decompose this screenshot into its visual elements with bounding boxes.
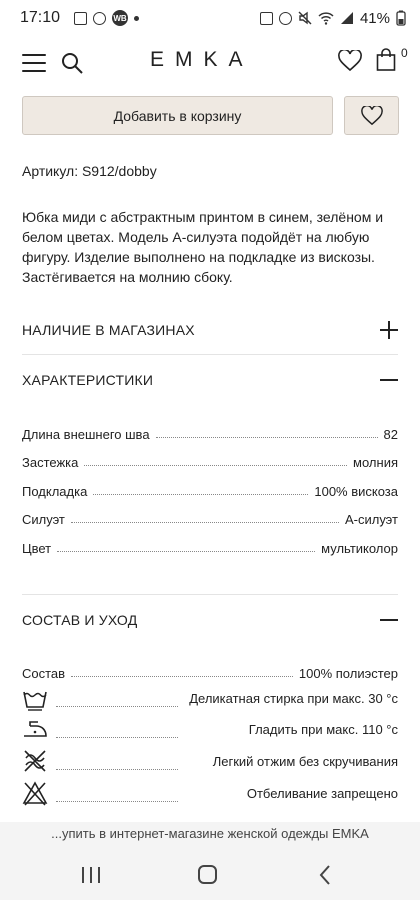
no-wring-icon	[22, 748, 48, 774]
cart-count: 0	[401, 46, 408, 60]
care-row	[22, 715, 398, 743]
more-notifications-icon	[134, 16, 139, 21]
care-row	[22, 684, 398, 712]
system-navbar	[0, 855, 420, 895]
wash-30-icon	[22, 685, 48, 711]
dot-leader	[56, 769, 178, 770]
battery-icon	[396, 10, 406, 26]
care-value: Деликатная стирка при макс. 30 °c	[189, 690, 398, 706]
collapse-icon	[380, 611, 398, 629]
heart-icon	[361, 106, 383, 126]
product-description: Юбка миди с абстрактным принтом в синем, зелёном и белом цветах. Модель А-силуэта подойдёт на любую фигуру. Изделие выполнено на подкладке из вискозы. Застёгивается на молнию сбоку.	[22, 209, 384, 285]
spec-value: 100% вискоза	[314, 484, 398, 499]
dot-leader	[57, 551, 315, 552]
spec-label: Застежка	[22, 455, 79, 470]
collapse-icon	[380, 371, 398, 389]
dot-leader	[84, 465, 347, 466]
wifi-icon	[318, 11, 334, 25]
dot-leader	[56, 737, 178, 738]
spec-row	[22, 450, 398, 470]
availability-accordion[interactable]	[22, 305, 398, 355]
care-value: Легкий отжим без скручивания	[212, 753, 398, 769]
search-icon[interactable]	[60, 51, 84, 75]
spec-row	[22, 536, 398, 556]
alarm-notification-icon	[93, 12, 106, 25]
status-time: 17:10	[20, 9, 61, 26]
product-actions	[22, 96, 399, 135]
product-sku: Артикул: S912/dobby	[22, 163, 157, 179]
dot-leader	[93, 494, 308, 495]
add-to-wishlist-button[interactable]	[344, 96, 399, 135]
spec-label: Подкладка	[22, 484, 88, 499]
home-icon[interactable]	[198, 865, 217, 884]
spec-value: 100% полиэстер	[298, 666, 398, 681]
status-bar	[0, 0, 420, 36]
dot-leader	[71, 522, 339, 523]
spec-value: А-силуэт	[344, 512, 398, 527]
page-title-bar[interactable]: ...упить в интернет-магазине женской одежды EMKA	[51, 826, 369, 841]
alarm-icon	[279, 12, 292, 25]
wishlist-icon[interactable]	[338, 50, 362, 72]
spec-label: Силуэт	[22, 512, 65, 527]
spec-value: мультиколор	[321, 541, 398, 556]
no-bleach-icon	[22, 780, 48, 806]
composition-row	[22, 661, 398, 681]
characteristics-title: ХАРАКТЕРИСТИКИ	[22, 372, 154, 388]
dot-leader	[156, 437, 378, 438]
expand-icon	[380, 321, 398, 339]
lock-icon	[260, 12, 273, 25]
care-row	[22, 747, 398, 775]
spec-row	[22, 507, 398, 527]
care-value: Отбеливание запрещено	[246, 785, 398, 801]
dot-leader	[71, 676, 293, 677]
spec-label: Цвет	[22, 541, 52, 556]
site-header	[0, 36, 420, 90]
gallery-notification-icon	[74, 12, 87, 25]
iron-icon	[22, 716, 48, 742]
spec-row	[22, 479, 398, 499]
add-to-cart-button[interactable]: Добавить в корзину	[22, 96, 333, 135]
spec-value: молния	[353, 455, 398, 470]
brand-logo[interactable]: EMKA	[150, 48, 254, 71]
care-row	[22, 779, 398, 807]
dot-leader	[56, 706, 178, 707]
care-value: Гладить при макс. 110 °c	[248, 721, 398, 737]
cart-icon[interactable]	[376, 48, 396, 72]
characteristics-accordion[interactable]	[22, 355, 398, 405]
battery-level: 41%	[359, 9, 390, 27]
signal-icon	[340, 11, 354, 25]
dot-leader	[56, 801, 178, 802]
spec-row	[22, 422, 398, 442]
composition-title: СОСТАВ И УХОД	[22, 612, 138, 628]
spec-label: Состав	[22, 666, 66, 681]
wb-app-icon: WB	[112, 10, 128, 26]
availability-title: НАЛИЧИЕ В МАГАЗИНАХ	[22, 322, 195, 338]
spec-value: 82	[383, 427, 398, 442]
back-icon[interactable]	[318, 864, 332, 886]
recent-apps-icon[interactable]	[82, 867, 100, 883]
mute-icon	[298, 11, 312, 25]
composition-accordion[interactable]	[22, 595, 398, 645]
menu-icon[interactable]	[22, 54, 46, 72]
spec-label: Длина внешнего шва	[22, 427, 150, 442]
